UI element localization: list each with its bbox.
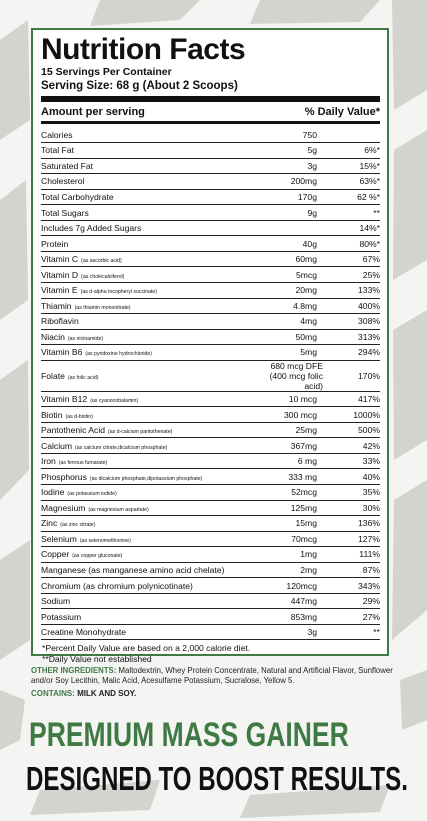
nutrient-row	[41, 251, 380, 267]
nutrient-name-cell	[41, 391, 263, 407]
nutrient-name-cell	[41, 360, 263, 391]
nutrient-amount: 52mcg	[263, 484, 323, 500]
nutrient-source-note: (as calcium citrate,dicalcium phosphate)	[75, 444, 168, 451]
nutrient-amount: 170g	[263, 189, 323, 205]
nutrient-name: Niacin	[41, 331, 65, 342]
nutrient-source-note: (as pyridoxine hydrochloride)	[85, 351, 153, 358]
nutrient-daily-value: 313%	[323, 329, 380, 345]
other-ingredients	[31, 666, 396, 686]
nutrient-name: Riboflavin	[41, 316, 79, 327]
nutrient-name: Total Sugars	[41, 207, 89, 218]
nutrient-amount: 4mg	[263, 314, 323, 330]
nutrient-row	[41, 453, 380, 469]
nutrient-daily-value: 133%	[323, 282, 380, 298]
nutrient-name: Vitamin B6	[41, 347, 83, 358]
nutrient-daily-value: 67%	[323, 251, 380, 267]
nutrient-row	[41, 578, 380, 594]
allergen-contains	[31, 689, 396, 699]
nutrient-name-cell	[41, 189, 263, 205]
nutrient-name: Manganese (as manganese amino acid chelate)	[41, 564, 225, 575]
nutrient-name-cell	[41, 516, 263, 532]
nutrient-amount: 3g	[263, 158, 323, 174]
nutrient-name-cell	[41, 329, 263, 345]
nutrient-daily-value: 6%*	[323, 143, 380, 159]
nutrient-amount: 15mg	[263, 516, 323, 532]
contains-text: MILK AND SOY.	[77, 689, 137, 698]
nutrition-facts-panel	[31, 28, 389, 665]
thick-divider	[41, 96, 380, 102]
nutrient-amount: 5mg	[263, 345, 323, 361]
nutrient-name-cell	[41, 547, 263, 563]
nutrient-name: Cholesterol	[41, 176, 85, 187]
nutrient-amount: 40g	[263, 236, 323, 252]
nutrient-amount: 70mcg	[263, 531, 323, 547]
nutrient-source-note: (as d-calcium pantothenate)	[108, 429, 173, 436]
nutrient-source-note: (as folic acid)	[67, 374, 99, 381]
serving-size: Serving Size: 68 g (About 2 Scoops)	[41, 80, 238, 92]
nutrient-amount	[263, 360, 323, 391]
nutrient-amount: 50mg	[263, 329, 323, 345]
footnote-dv: *Percent Daily Value are based on a 2,000 calorie diet.	[42, 643, 251, 654]
nutrient-name-cell	[41, 500, 263, 516]
nutrient-amount: 853mg	[263, 609, 323, 625]
nutrient-row	[41, 624, 380, 640]
nutrient-row	[41, 236, 380, 252]
nutrient-source-note: (as d-alpha tocopheryl succinate)	[80, 289, 158, 296]
nutrient-name-cell	[41, 298, 263, 314]
nutrient-row	[41, 469, 380, 485]
nutrient-row	[41, 220, 380, 236]
nutrient-name: Vitamin D	[41, 269, 79, 280]
nutrient-amount: 1mg	[263, 547, 323, 563]
nutrient-amount: 3g	[263, 624, 323, 640]
nutrient-daily-value: 294%	[323, 345, 380, 361]
nutrient-row	[41, 516, 380, 532]
nutrient-daily-value: 62 %*	[323, 189, 380, 205]
nutrient-row	[41, 531, 380, 547]
nutrient-source-note: (as nicinamide)	[67, 335, 104, 342]
nutrient-row	[41, 143, 380, 159]
nutrient-source-note: (as cyanocobalamin)	[90, 397, 139, 404]
nutrient-name-cell	[41, 453, 263, 469]
nutrient-row	[41, 360, 380, 391]
nutrient-name: Calories	[41, 129, 73, 140]
nutrient-row	[41, 547, 380, 563]
nutrient-name-cell	[41, 158, 263, 174]
nutrient-row	[41, 345, 380, 361]
nutrient-row	[41, 407, 380, 423]
nutrient-name: Includes 7g Added Sugars	[41, 223, 142, 234]
nutrient-name-cell	[41, 407, 263, 423]
nutrient-amount: 2mg	[263, 562, 323, 578]
nutrient-table	[41, 127, 380, 640]
nutrient-name-cell	[41, 236, 263, 252]
nutrient-daily-value: 40%	[323, 469, 380, 485]
nutrient-source-note: (as potassium iodide)	[67, 491, 117, 498]
nutrient-row	[41, 314, 380, 330]
nutrient-daily-value: 170%	[323, 360, 380, 391]
nutrient-daily-value: 500%	[323, 422, 380, 438]
nutrient-daily-value	[323, 127, 380, 143]
nutrient-name-cell	[41, 282, 263, 298]
nutrient-daily-value: 33%	[323, 453, 380, 469]
nutrient-daily-value: 308%	[323, 314, 380, 330]
nutrient-name: Potassium	[41, 611, 82, 622]
nutrient-daily-value: 25%	[323, 267, 380, 283]
nutrient-name-cell	[41, 205, 263, 221]
nutrient-daily-value: 136%	[323, 516, 380, 532]
nutrient-name-cell	[41, 484, 263, 500]
nutrient-daily-value: 42%	[323, 438, 380, 454]
nutrient-amount: 120mcg	[263, 578, 323, 594]
nutrient-daily-value: 127%	[323, 531, 380, 547]
medium-divider	[41, 121, 380, 124]
nutrient-name: Vitamin C	[41, 254, 79, 265]
nutrient-daily-value: 29%	[323, 593, 380, 609]
nutrient-source-note: (as zinc citrate)	[60, 522, 96, 529]
nutrient-row	[41, 267, 380, 283]
nutrient-name-cell	[41, 267, 263, 283]
nutrient-row	[41, 298, 380, 314]
nutrient-name: Saturated Fat	[41, 160, 94, 171]
nutrient-name-cell	[41, 469, 263, 485]
nutrient-name: Iron	[41, 456, 56, 467]
nutrient-name: Total Fat	[41, 145, 74, 156]
nutrient-name: Magnesium	[41, 502, 86, 513]
nutrient-row	[41, 174, 380, 190]
nutrient-row	[41, 484, 380, 500]
nutrient-amount: 447mg	[263, 593, 323, 609]
nutrient-name: Folate	[41, 370, 65, 381]
nutrient-row	[41, 438, 380, 454]
nutrient-source-note: (as thiamin mononitrate)	[74, 304, 131, 311]
nutrient-name: Zinc	[41, 518, 58, 529]
nutrient-amount-secondary: (400 mcg folic acid)	[269, 370, 323, 391]
nutrient-row	[41, 562, 380, 578]
nutrient-daily-value: 80%*	[323, 236, 380, 252]
nutrient-source-note: (as copper gluconate)	[72, 553, 123, 560]
nutrient-daily-value: 87%	[323, 562, 380, 578]
nutrition-facts-title: Nutrition Facts	[41, 33, 246, 66]
nutrient-name-cell	[41, 314, 263, 330]
nutrient-row	[41, 158, 380, 174]
nutrient-row	[41, 329, 380, 345]
nutrient-source-note: (as dicalcium phosphate,dipotassium phosphate)	[89, 475, 203, 482]
nutrient-daily-value: 15%*	[323, 158, 380, 174]
nutrient-name: Iodine	[41, 487, 65, 498]
other-ingredients-text: Maltodextrin, Whey Protein Concentrate, Natural and Artificial Flavor, Sunflower and/or Soy Lecithin, Malic Acid, Acesulfame Potassium, Sucralose, Yellow 5.	[31, 666, 393, 685]
nutrient-row	[41, 391, 380, 407]
nutrient-name-cell	[41, 345, 263, 361]
nutrient-source-note: (as ascorbic acid)	[81, 258, 122, 265]
nutrient-row	[41, 609, 380, 625]
nutrient-amount: 5g	[263, 143, 323, 159]
nutrient-name-cell	[41, 220, 263, 236]
nutrient-name-cell	[41, 422, 263, 438]
nutrient-name-cell	[41, 624, 263, 640]
tagline-premium: PREMIUM MASS GAINER	[29, 716, 349, 754]
nutrient-amount: 10 mcg	[263, 391, 323, 407]
nutrient-name-cell	[41, 174, 263, 190]
nutrient-amount: 20mg	[263, 282, 323, 298]
nutrient-name-cell	[41, 609, 263, 625]
contains-label: CONTAINS:	[31, 689, 75, 698]
nutrient-amount: 9g	[263, 205, 323, 221]
servings-per-container: 15 Servings Per Container	[41, 66, 172, 78]
nutrient-amount	[263, 220, 323, 236]
nutrient-name-cell	[41, 593, 263, 609]
nutrient-name-cell	[41, 562, 263, 578]
nutrient-source-note: (as d-biotin)	[65, 413, 93, 420]
nutrient-amount: 300 mcg	[263, 407, 323, 423]
nutrient-daily-value: 27%	[323, 609, 380, 625]
nutrient-amount: 6 mg	[263, 453, 323, 469]
nutrient-source-note: (as magnesium aspartate)	[88, 506, 149, 513]
tagline-designed: DESIGNED TO BOOST RESULTS.	[26, 760, 408, 797]
nutrient-source-note: (as selenomethionine)	[79, 537, 131, 544]
nutrient-name-cell	[41, 438, 263, 454]
nutrient-name: Total Carbohydrate	[41, 191, 114, 202]
nutrient-name-cell	[41, 531, 263, 547]
other-ingredients-label: OTHER INGREDIENTS:	[31, 666, 117, 675]
nutrient-name: Sodium	[41, 596, 71, 607]
nutrient-daily-value: 111%	[323, 547, 380, 563]
nutrient-amount: 333 mg	[263, 469, 323, 485]
nutrient-row	[41, 189, 380, 205]
nutrient-daily-value: **	[323, 624, 380, 640]
nutrient-daily-value: **	[323, 205, 380, 221]
nutrient-daily-value: 400%	[323, 298, 380, 314]
nutrient-daily-value: 30%	[323, 500, 380, 516]
nutrient-name: Selenium	[41, 533, 77, 544]
nutrient-name: Biotin	[41, 409, 63, 420]
nutrient-amount: 4.8mg	[263, 298, 323, 314]
nutrient-daily-value: 1000%	[323, 407, 380, 423]
table-header	[41, 104, 380, 120]
nutrient-row	[41, 205, 380, 221]
nutrient-daily-value: 63%*	[323, 174, 380, 190]
nutrient-amount-primary: 680 mcg DFE	[270, 360, 323, 371]
footnote-not-established: **Daily Value not established	[42, 654, 152, 665]
nutrient-row	[41, 593, 380, 609]
nutrient-amount: 367mg	[263, 438, 323, 454]
nutrient-daily-value: 343%	[323, 578, 380, 594]
nutrient-name: Vitamin B12	[41, 393, 88, 404]
nutrient-name: Phosphorus	[41, 471, 87, 482]
nutrient-amount: 5mcg	[263, 267, 323, 283]
nutrient-amount: 60mg	[263, 251, 323, 267]
nutrient-row	[41, 422, 380, 438]
nutrient-name-cell	[41, 251, 263, 267]
nutrient-name: Creatine Monohydrate	[41, 627, 127, 638]
nutrient-name: Protein	[41, 238, 69, 249]
nutrient-name-cell	[41, 578, 263, 594]
nutrient-source-note: (as ferrous fumarate)	[58, 460, 108, 467]
nutrient-name: Vitamin E	[41, 285, 78, 296]
nutrient-daily-value: 417%	[323, 391, 380, 407]
nutrient-name-cell	[41, 143, 263, 159]
nutrient-name-cell	[41, 127, 263, 143]
nutrient-row	[41, 127, 380, 143]
nutrient-amount: 125mg	[263, 500, 323, 516]
nutrient-amount: 25mg	[263, 422, 323, 438]
nutrient-source-note: (as cholecalciferol)	[81, 273, 125, 280]
nutrient-amount: 200mg	[263, 174, 323, 190]
footnotes	[41, 643, 380, 665]
daily-value-header: % Daily Value*	[304, 106, 380, 118]
amount-per-serving-header: Amount per serving	[41, 106, 145, 118]
nutrient-row	[41, 282, 380, 298]
nutrient-daily-value: 35%	[323, 484, 380, 500]
nutrient-amount: 750	[263, 127, 323, 143]
nutrient-daily-value: 14%*	[323, 220, 380, 236]
nutrient-name: Calcium	[41, 440, 73, 451]
nutrient-name: Thiamin	[41, 300, 72, 311]
other-ingredients-block	[31, 666, 396, 699]
nutrient-name: Chromium (as chromium polynicotinate)	[41, 580, 193, 591]
nutrient-name: Pantothenic Acid	[41, 425, 106, 436]
nutrient-name: Copper	[41, 549, 70, 560]
nutrient-row	[41, 500, 380, 516]
